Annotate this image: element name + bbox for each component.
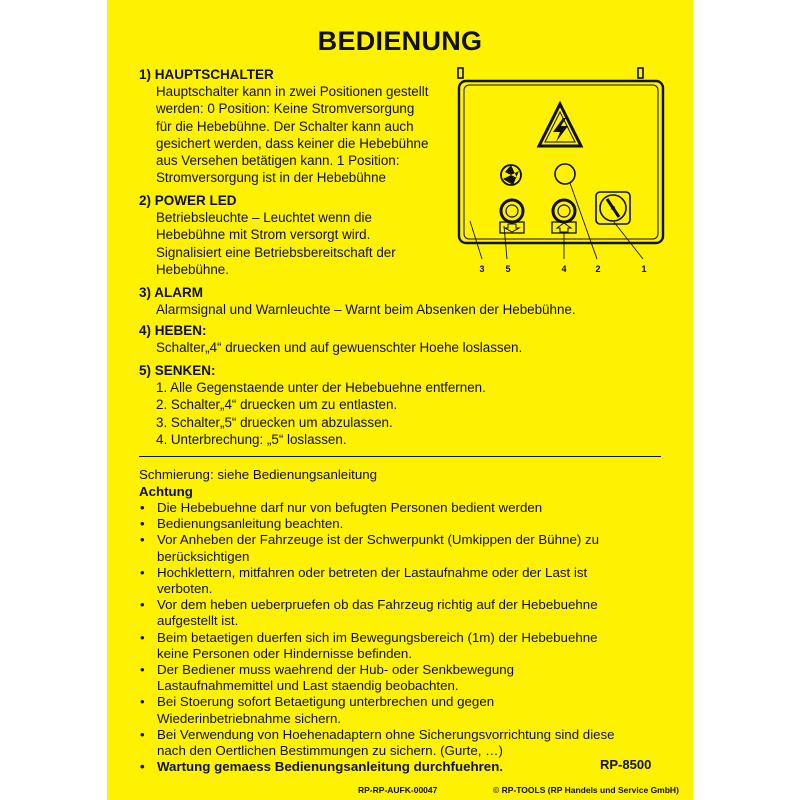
caution-item-line: • Bedienungsanleitung beachten. <box>157 516 344 532</box>
section-heading: 2) POWER LED <box>139 193 237 208</box>
caution-item <box>139 565 615 597</box>
page-title: BEDIENUNG <box>317 26 483 56</box>
section-divider <box>139 456 661 457</box>
caution-item <box>139 694 615 726</box>
caution-item-line: • Beim betaetigen duerfen sich im Bewegungsbereich (1m) der Hebebuehne <box>157 629 598 645</box>
alarm-light-icon <box>501 165 521 185</box>
caution-item-line: Lastaufnahmemittel und Last staendig beobachten. <box>157 678 459 694</box>
caution-item-line: • Bei Stoerung sofort Betaetigung unterbrechen und gegen <box>157 694 495 710</box>
caution-item-line: verboten. <box>157 581 213 597</box>
section-text-line: 4. Unterbrechung: „5“ loslassen. <box>156 431 347 447</box>
section-5 <box>139 362 486 448</box>
power-led-icon <box>555 164 575 184</box>
section-text-line: 1. Alle Gegenstaende unter der Hebebuehne entfernen. <box>156 380 486 395</box>
caution-item-line: Wiederinbetriebnahme sichern. <box>157 710 342 726</box>
section-heading: 4) HEBEN: <box>139 323 207 338</box>
instruction-label <box>107 0 693 800</box>
section-2 <box>139 192 396 278</box>
main-switch-icon <box>596 192 630 224</box>
section-heading: 1) HAUPTSCHALTER <box>139 67 274 82</box>
caution-item-line: • Wartung gemaess Bedienungsanleitung durchfuehren. <box>157 759 504 775</box>
caution-item-line: berücksichtigen <box>157 548 250 564</box>
section-4 <box>139 322 522 356</box>
callout-3: 3 <box>479 264 485 274</box>
lubrication-note: Schmierung: siehe Bedienungsanleitung <box>139 467 378 482</box>
caution-item <box>139 759 615 775</box>
footer-code: RP-RP-AUFK-00047 <box>358 785 438 795</box>
caution-heading: Achtung <box>139 484 193 499</box>
callout-1: 1 <box>641 264 647 274</box>
section-text-line: Hauptschalter kann in zwei Positionen gestellt <box>156 84 429 99</box>
section-heading: 3) ALARM <box>139 285 203 300</box>
section-text-line: Hebebühne mit Strom versorgt wird. <box>156 227 371 243</box>
section-text-line: Signalisiert eine Betriebsbereitschaft der <box>156 244 396 260</box>
section-text-line: werden: 0 Position: Keine Stromversorgung <box>156 101 415 117</box>
caution-item <box>139 630 615 662</box>
callout-5: 5 <box>505 264 511 274</box>
caution-item <box>139 597 615 629</box>
warning-triangle-lightning-icon <box>539 104 581 146</box>
caution-item <box>139 500 615 516</box>
caution-item-line: • Vor dem heben ueberpruefen ob das Fahrzeug richtig auf der Hebebuehne <box>157 597 598 613</box>
section-text-line: Schalter„4“ druecken und auf gewuenschter Hoehe loslassen. <box>156 340 523 355</box>
section-text-line: Betriebsleuchte – Leuchtet wenn die <box>156 210 372 225</box>
callout-4: 4 <box>561 264 567 274</box>
section-text-line: Stromversorgung ist in der Hebebühne <box>156 170 387 186</box>
caution-item <box>139 727 615 759</box>
caution-item <box>139 532 615 564</box>
section-text-line: 2. Schalter„4“ druecken um zu entlasten. <box>156 397 398 413</box>
caution-item-line: aufgestellt ist. <box>157 613 239 629</box>
caution-item-line: keine Personen oder Hindernisse befinden. <box>157 645 413 661</box>
caution-item-line: • Bei Verwendung von Hoehenadaptern ohne Sicherungsvorrichtung sind diese <box>157 726 615 742</box>
caution-item <box>139 516 615 532</box>
button-up-icon <box>552 200 576 233</box>
button-down-icon <box>500 200 524 233</box>
callout-2: 2 <box>595 264 601 274</box>
control-panel-diagram <box>447 66 677 280</box>
section-text-line: Hebebühne. <box>156 261 229 277</box>
caution-item-line: • Die Hebebuehne darf nur von befugten Personen bedient werden <box>157 500 543 515</box>
section-heading: 5) SENKEN: <box>139 363 216 378</box>
section-text-line: für die Hebebühne. Der Schalter kann auch <box>156 118 414 134</box>
footer-copyright: © RP-TOOLS (RP Handels und Service GmbH) <box>493 785 679 795</box>
section-text-line: aus Versehen betätigen kann. 1 Position: <box>156 153 400 169</box>
section-text-line: gesichert werden, dass keiner die Hebebühne <box>156 135 429 151</box>
section-3 <box>139 284 576 318</box>
caution-list <box>139 500 615 775</box>
caution-item-line: • Der Bediener muss waehrend der Hub- oder Senkbewegung <box>157 662 515 678</box>
caution-item-line: nach den Oertlichen Bestimmungen zu sichern. (Gurte, …) <box>157 743 503 759</box>
section-text-line: 3. Schalter„5“ druecken um abzulassen. <box>156 414 393 430</box>
section-1 <box>139 66 428 187</box>
section-text-line: Alarmsignal und Warnleuchte – Warnt beim Absenken der Hebebühne. <box>156 302 576 317</box>
caution-item-line: • Hochklettern, mitfahren oder betreten der Lastaufnahme oder der Last ist <box>157 564 588 580</box>
caution-item <box>139 662 615 694</box>
caution-item-line: • Vor Anheben der Fahrzeuge ist der Schwerpunkt (Umkippen der Bühne) zu <box>157 532 600 548</box>
model-number: RP-8500 <box>600 757 652 772</box>
